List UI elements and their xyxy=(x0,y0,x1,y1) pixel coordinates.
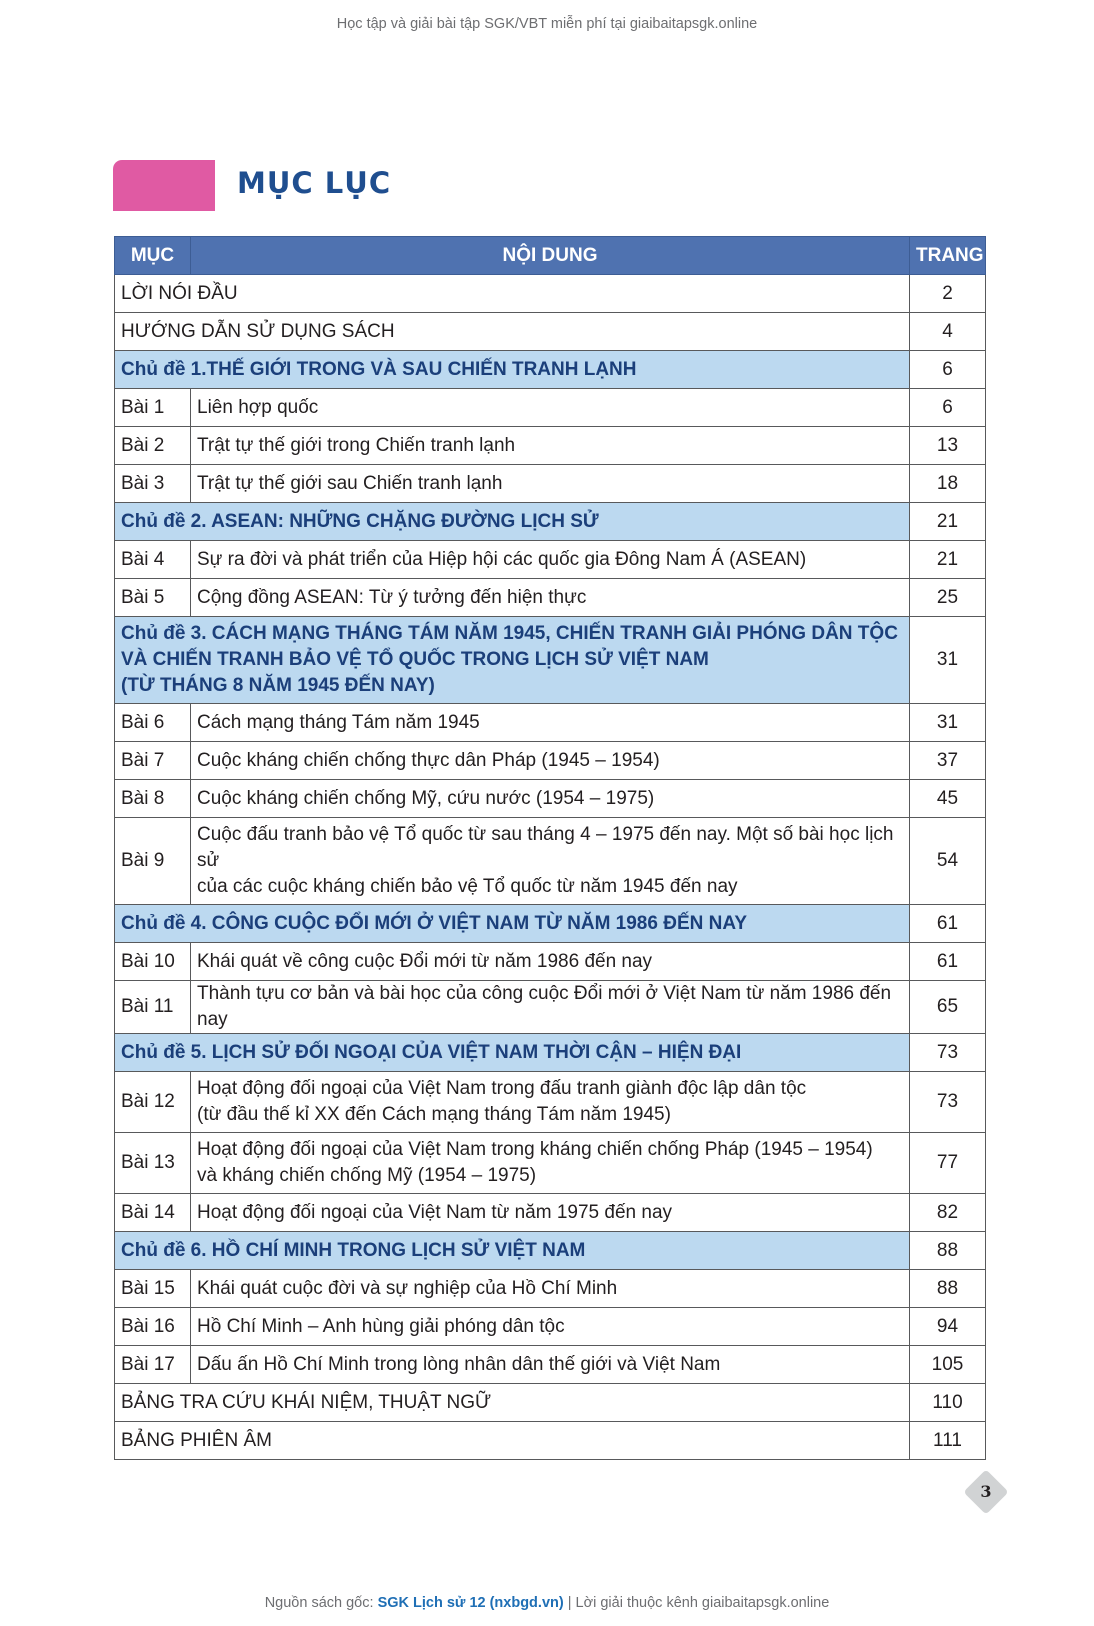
lesson-row[interactable] xyxy=(115,1270,986,1308)
lesson-title-line: Thành tựu cơ bản và bài học của công cuộc Đổi mới ở Việt Nam từ năm 1986 đến nay xyxy=(197,983,892,1030)
topic-title-line: Chủ đề 2. ASEAN: NHỮNG CHẶNG ĐƯỜNG LỊCH SỬ xyxy=(121,510,599,532)
topic-title xyxy=(115,905,910,943)
lesson-label: Bài 10 xyxy=(115,943,191,981)
section-row[interactable] xyxy=(115,313,986,351)
page-ref: 4 xyxy=(910,313,986,351)
page-ref: 18 xyxy=(910,465,986,503)
lesson-title-line: và kháng chiến chống Mỹ (1954 – 1975) xyxy=(197,1165,537,1186)
topic-title xyxy=(115,1034,910,1072)
lesson-title-line: (từ đầu thế kỉ XX đến Cách mạng tháng Tám năm 1945) xyxy=(197,1104,671,1125)
lesson-label: Bài 7 xyxy=(115,742,191,780)
topic-row[interactable] xyxy=(115,1232,986,1270)
table-of-contents xyxy=(114,236,986,1460)
lesson-title-line: Trật tự thế giới trong Chiến tranh lạnh xyxy=(197,434,516,456)
lesson-title-line: Cách mạng tháng Tám năm 1945 xyxy=(197,711,480,733)
lesson-label: Bài 8 xyxy=(115,780,191,818)
page-ref: 88 xyxy=(910,1232,986,1270)
lesson-title xyxy=(191,579,910,617)
page-ref: 6 xyxy=(910,389,986,427)
lesson-title-line: Khái quát về công cuộc Đổi mới từ năm 1986 đến nay xyxy=(197,950,653,972)
lesson-title xyxy=(191,1270,910,1308)
toc-body xyxy=(115,275,986,1460)
column-header-muc: MỤC xyxy=(115,237,191,275)
lesson-title xyxy=(191,1133,910,1194)
lesson-row[interactable] xyxy=(115,780,986,818)
lesson-label: Bài 13 xyxy=(115,1133,191,1194)
lesson-title-line: Hoạt động đối ngoại của Việt Nam trong đấu tranh giành độc lập dân tộc xyxy=(197,1078,807,1099)
lesson-label: Bài 5 xyxy=(115,579,191,617)
topic-row[interactable] xyxy=(115,351,986,389)
page-ref: 37 xyxy=(910,742,986,780)
lesson-label: Bài 14 xyxy=(115,1194,191,1232)
site-header: Học tập và giải bài tập SGK/VBT miễn phí tại giaibaitapsgk.online xyxy=(336,16,758,32)
topic-row[interactable] xyxy=(115,617,986,704)
topic-row[interactable] xyxy=(115,503,986,541)
page-ref: 25 xyxy=(910,579,986,617)
page-ref: 31 xyxy=(910,704,986,742)
lesson-row[interactable] xyxy=(115,943,986,981)
toc-title-block xyxy=(113,160,513,212)
page-ref: 111 xyxy=(910,1422,986,1460)
lesson-label: Bài 1 xyxy=(115,389,191,427)
topic-title-line: VÀ CHIẾN TRANH BẢO VỆ TỔ QUỐC TRONG LỊCH SỬ VIỆT NAM xyxy=(121,649,709,670)
lesson-title xyxy=(191,541,910,579)
footer-source-link[interactable]: SGK Lịch sử 12 (nxbgd.vn) xyxy=(377,1595,564,1611)
page-ref: 2 xyxy=(910,275,986,313)
page-ref: 31 xyxy=(910,617,986,704)
lesson-label: Bài 15 xyxy=(115,1270,191,1308)
lesson-title-line: Sự ra đời và phát triển của Hiệp hội các quốc gia Đông Nam Á (ASEAN) xyxy=(197,548,807,570)
lesson-label: Bài 11 xyxy=(115,981,191,1034)
column-header-noi-dung: NỘI DUNG xyxy=(191,237,910,275)
topic-row[interactable] xyxy=(115,905,986,943)
lesson-title-line: Dấu ấn Hồ Chí Minh trong lòng nhân dân thế giới và Việt Nam xyxy=(197,1353,721,1375)
section-title: LỜI NÓI ĐẦU xyxy=(115,275,910,313)
lesson-label: Bài 4 xyxy=(115,541,191,579)
lesson-row[interactable] xyxy=(115,1308,986,1346)
lesson-label: Bài 3 xyxy=(115,465,191,503)
lesson-title xyxy=(191,1308,910,1346)
lesson-title xyxy=(191,1072,910,1133)
page-ref: 61 xyxy=(910,943,986,981)
lesson-label: Bài 6 xyxy=(115,704,191,742)
footer-prefix: Nguồn sách gốc: xyxy=(264,1595,378,1611)
column-header-trang: TRANG xyxy=(910,237,986,275)
lesson-label: Bài 2 xyxy=(115,427,191,465)
page-ref: 21 xyxy=(910,503,986,541)
topic-title xyxy=(115,617,910,704)
topic-title xyxy=(115,503,910,541)
page-ref: 61 xyxy=(910,905,986,943)
lesson-title xyxy=(191,704,910,742)
page-ref: 94 xyxy=(910,1308,986,1346)
topic-title-line: Chủ đề 6. HỒ CHÍ MINH TRONG LỊCH SỬ VIỆT NAM xyxy=(121,1239,586,1261)
page-ref: 21 xyxy=(910,541,986,579)
lesson-row[interactable] xyxy=(115,465,986,503)
topic-row[interactable] xyxy=(115,1034,986,1072)
lesson-title-line: Trật tự thế giới sau Chiến tranh lạnh xyxy=(197,472,503,494)
lesson-title-line: Liên hợp quốc xyxy=(197,396,319,418)
topic-title-line: Chủ đề 1.THẾ GIỚI TRONG VÀ SAU CHIẾN TRANH LẠNH xyxy=(121,358,637,380)
section-title: BẢNG TRA CỨU KHÁI NIỆM, THUẬT NGỮ xyxy=(115,1384,910,1422)
lesson-title xyxy=(191,780,910,818)
page-ref: 110 xyxy=(910,1384,986,1422)
lesson-title xyxy=(191,742,910,780)
page-ref: 13 xyxy=(910,427,986,465)
lesson-label: Bài 9 xyxy=(115,818,191,905)
lesson-title xyxy=(191,465,910,503)
lesson-row[interactable] xyxy=(115,1194,986,1232)
section-row[interactable] xyxy=(115,275,986,313)
page-ref: 65 xyxy=(910,981,986,1034)
lesson-title-line: Cuộc kháng chiến chống thực dân Pháp (1945 – 1954) xyxy=(197,749,660,771)
lesson-title xyxy=(191,981,910,1034)
section-row[interactable] xyxy=(115,1422,986,1460)
section-row[interactable] xyxy=(115,1384,986,1422)
lesson-row[interactable] xyxy=(115,579,986,617)
page-ref: 88 xyxy=(910,1270,986,1308)
section-title: BẢNG PHIÊN ÂM xyxy=(115,1422,910,1460)
lesson-row[interactable] xyxy=(115,981,986,1034)
page-title: MỤC LỤC xyxy=(237,166,392,200)
lesson-title-line: Hoạt động đối ngoại của Việt Nam trong kháng chiến chống Pháp (1945 – 1954) xyxy=(197,1139,873,1160)
lesson-title-line: Cuộc kháng chiến chống Mỹ, cứu nước (1954 – 1975) xyxy=(197,787,655,809)
topic-title xyxy=(115,351,910,389)
footer-suffix: | Lời giải thuộc kênh giaibaitapsgk.online xyxy=(563,1595,830,1611)
page-ref: 105 xyxy=(910,1346,986,1384)
lesson-title xyxy=(191,943,910,981)
lesson-row[interactable] xyxy=(115,704,986,742)
lesson-row[interactable] xyxy=(115,742,986,780)
lesson-row[interactable] xyxy=(115,389,986,427)
lesson-label: Bài 17 xyxy=(115,1346,191,1384)
title-decoration xyxy=(113,160,215,211)
lesson-label: Bài 12 xyxy=(115,1072,191,1133)
lesson-title-line: Hồ Chí Minh – Anh hùng giải phóng dân tộc xyxy=(197,1315,565,1337)
topic-title-line: Chủ đề 5. LỊCH SỬ ĐỐI NGOẠI CỦA VIỆT NAM THỜI CẬN – HIỆN ĐẠI xyxy=(121,1041,742,1063)
lesson-row[interactable] xyxy=(115,427,986,465)
lesson-title xyxy=(191,389,910,427)
lesson-title xyxy=(191,427,910,465)
topic-title xyxy=(115,1232,910,1270)
lesson-row[interactable] xyxy=(115,1072,986,1133)
topic-title-line: (TỪ THÁNG 8 NĂM 1945 ĐẾN NAY) xyxy=(121,675,435,696)
section-title: HƯỚNG DẪN SỬ DỤNG SÁCH xyxy=(115,313,910,351)
lesson-title-line: của các cuộc kháng chiến bảo vệ Tổ quốc từ năm 1945 đến nay xyxy=(197,876,738,897)
page-ref: 73 xyxy=(910,1034,986,1072)
page-ref: 82 xyxy=(910,1194,986,1232)
lesson-title xyxy=(191,1194,910,1232)
lesson-title-line: Hoạt động đối ngoại của Việt Nam từ năm 1975 đến nay xyxy=(197,1201,673,1223)
page-ref: 6 xyxy=(910,351,986,389)
lesson-row[interactable] xyxy=(115,1346,986,1384)
lesson-title xyxy=(191,818,910,905)
topic-title-line: Chủ đề 4. CÔNG CUỘC ĐỔI MỚI Ở VIỆT NAM TỪ NĂM 1986 ĐẾN NAY xyxy=(121,912,747,934)
lesson-title-line: Cuộc đấu tranh bảo vệ Tổ quốc từ sau tháng 4 – 1975 đến nay. Một số bài học lịch sử xyxy=(197,824,894,871)
lesson-row[interactable] xyxy=(115,541,986,579)
lesson-title xyxy=(191,1346,910,1384)
page-number: 3 xyxy=(980,1482,992,1501)
lesson-label: Bài 16 xyxy=(115,1308,191,1346)
lesson-row[interactable] xyxy=(115,1133,986,1194)
lesson-row[interactable] xyxy=(115,818,986,905)
lesson-title-line: Cộng đồng ASEAN: Từ ý tưởng đến hiện thực xyxy=(197,586,587,608)
page-ref: 45 xyxy=(910,780,986,818)
page-ref: 54 xyxy=(910,818,986,905)
topic-title-line: Chủ đề 3. CÁCH MẠNG THÁNG TÁM NĂM 1945, CHIẾN TRANH GIẢI PHÓNG DÂN TỘC xyxy=(121,623,898,644)
lesson-title-line: Khái quát cuộc đời và sự nghiệp của Hồ Chí Minh xyxy=(197,1277,618,1299)
page-ref: 73 xyxy=(910,1072,986,1133)
source-footer xyxy=(0,1595,1094,1611)
page-ref: 77 xyxy=(910,1133,986,1194)
